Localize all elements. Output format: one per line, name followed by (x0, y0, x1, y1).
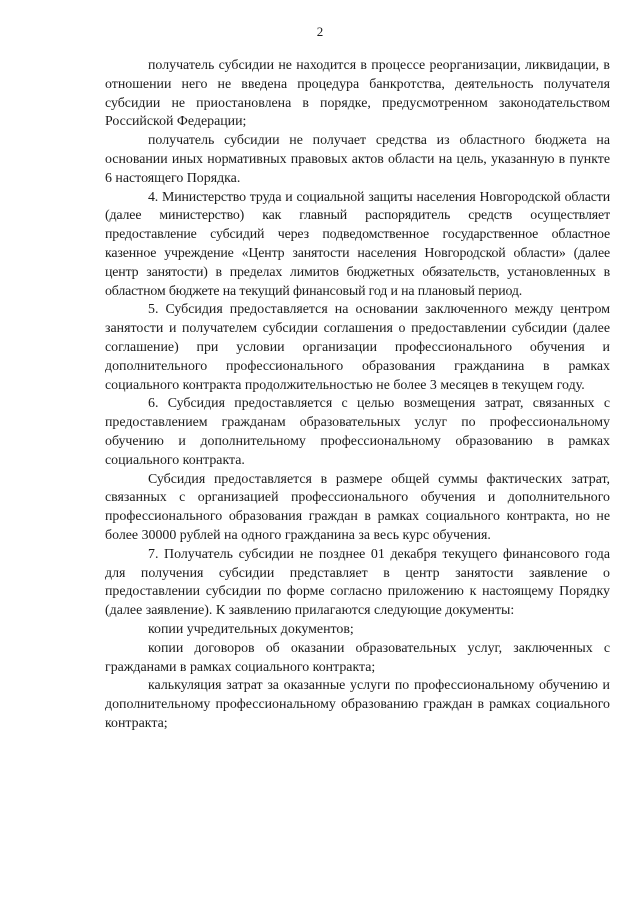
list-item-education-contracts: копии договоров об оказании образовательных услуг, заключенных с гражданами в рамках социального контракта; (105, 640, 610, 675)
paragraph-reorganization-condition: получатель субсидии не находится в процессе реорганизации, ликвидации, в отношении него не введена процедура банкротства, деятельность получателя субсидии не приостановлена в порядке, предусмотренном законодательством Российской Федерации; (105, 58, 610, 130)
page-number: 2 (316, 24, 324, 39)
list-item-cost-calculation: калькуляция затрат за оказанные услуги по профессиональному обучению и дополнительному профессиональному образованию граждан в рамках социального контракта; (105, 678, 610, 731)
list-item-founding-documents: копии учредительных документов; (148, 621, 354, 637)
paragraph-no-other-funds-condition: получатель субсидии не получает средства из областного бюджета на основании иных нормативных правовых актов области на цель, указанную в пункте 6 настоящего Порядка. (105, 133, 610, 186)
paragraph-item-4: 4. Министерство труда и социальной защиты населения Новгородской области (далее министерство) как главный распорядитель средств осуществляет предоставление субсидий через подведомственное государственное областное казенное учреждение «Центр занятости населения Новгородской области» (далее центр занятости) в пределах лимитов бюджетных обязательств, установленных в областном бюджете на текущий финансовый год и на плановый период. (105, 189, 610, 299)
document-body (105, 57, 610, 734)
paragraph-item-6: 6. Субсидия предоставляется с целью возмещения затрат, связанных с предоставлением гражданам образовательных услуг по профессиональному обучению и дополнительному профессиональному образованию в рамках социального контракта. (105, 396, 610, 468)
paragraph-item-7: 7. Получатель субсидии не позднее 01 декабря текущего финансового года для получения субсидии представляет в центр занятости заявление о предоставлении субсидии по форме согласно приложению к настоящему Порядку (далее заявление). К заявлению прилагаются следующие документы: (105, 546, 610, 619)
paragraph-subsidy-amount: Субсидия предоставляется в размере общей суммы фактических затрат, связанных с организацией профессионального обучения и дополнительного профессионального образования граждан в рамках социального контракта, но не более 30000 рублей на одного гражданина за весь курс обучения. (105, 471, 610, 543)
paragraph-item-5: 5. Субсидия предоставляется на основании заключенного между центром занятости и получателем субсидии соглашения о предоставлении субсидии (далее соглашение) при условии организации профессионального обучения и дополнительного профессионального образования гражданина в рамках социального контракта продолжительностью не более 3 месяцев в текущем году. (105, 302, 610, 393)
